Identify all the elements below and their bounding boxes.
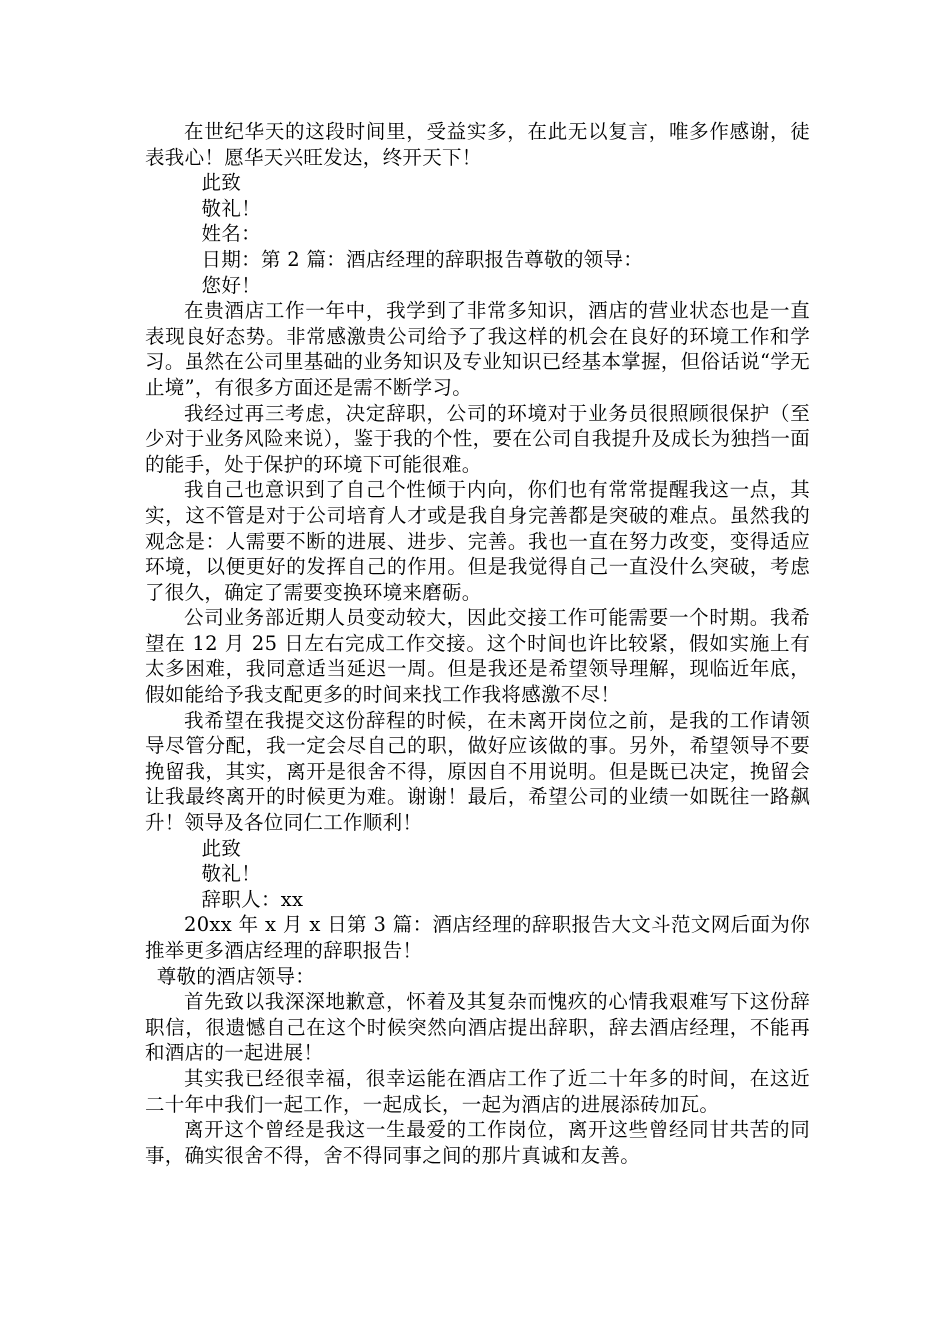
paragraph-intro: 在世纪华天的这段时间里，受益实多，在此无以复言，唯多作感谢，徒表我心！愿华天兴旺发达，终开天下！ [145, 120, 810, 169]
name-line: 姓名： [201, 222, 261, 246]
paragraph-body: 其实我已经很幸福，很幸运能在酒店工作了近二十年多的时间，在这近二十年中我们一起工作，一起成长，一起为酒店的进展添砖加瓦。 [145, 1066, 810, 1116]
date-and-section-2-heading: 日期：第 2 篇：酒店经理的辞职报告尊敬的领导： [201, 247, 644, 271]
paragraph-body: 首先致以我深深地歉意，怀着及其复杂而愧疚的心情我艰难写下这份辞职信，很遗憾自己在这个时候突然向酒店提出辞职，辞去酒店经理，不能再和酒店的一起进展！ [145, 990, 810, 1065]
closing-jingli: 敬礼！ [201, 862, 261, 886]
document-body [145, 119, 810, 1168]
closing-cizhi: 此致 [201, 171, 242, 195]
paragraph-body: 我自己也意识到了自己个性倾于内向，你们也有常常提醒我这一点，其实，这不管是对于公司培育人才或是我自身完善都是突破的难点。虽然我的观念是：人需要不断的进展、进步、完善。我也一直在努力改变，变得适应环境，以便更好的发挥自己的作用。但是我觉得自己一直没什么突破，考虑了很久，确定了需要变换环境来磨砺。 [145, 478, 810, 604]
greeting: 您好！ [201, 273, 261, 297]
resigner-line: 辞职人：xx [201, 887, 304, 911]
salutation: 尊敬的酒店领导： [156, 964, 316, 988]
closing-cizhi: 此致 [201, 836, 242, 860]
paragraph-body: 我希望在我提交这份辞程的时候，在未离开岗位之前，是我的工作请领导尽管分配，我一定会尽自己的职，做好应该做的事。另外，希望领导不要挽留我，其实，离开是很舍不得，原因自不用说明。但是既已决定，挽留会让我最终离开的时候更为难。谢谢！最后，希望公司的业绩一如既往一路飙升！领导及各位同仁工作顺利！ [145, 708, 810, 835]
paragraph-body: 我经过再三考虑，决定辞职，公司的环境对于业务员很照顾很保护（至少对于业务风险来说），鉴于我的个性，要在公司自我提升及成长为独挡一面的能手，处于保护的环境下可能很难。 [145, 401, 810, 476]
paragraph-body: 离开这个曾经是我这一生最爱的工作岗位，离开这些曾经同甘共苦的同事，确实很舍不得，舍不得同事之间的那片真诚和友善。 [145, 1118, 810, 1167]
date-and-section-3-heading: 20xx 年 x 月 x 日第 3 篇：酒店经理的辞职报告大文斗范文网后面为你推举更多酒店经理的辞职报告！ [145, 913, 810, 962]
paragraph-body: 公司业务部近期人员变动较大，因此交接工作可能需要一个时期。我希望在 12 月 25 日左右完成工作交接。这个时间也许比较紧，假如实施上有太多困难，我同意适当延迟一周。但是我还是希望领导理解，现临近年底，假如能给予我支配更多的时间来找工作我将感激不尽！ [145, 606, 810, 707]
closing-jingli: 敬礼！ [201, 196, 261, 220]
paragraph-body: 在贵酒店工作一年中，我学到了非常多知识，酒店的营业状态也是一直表现良好态势。非常感激贵公司给予了我这样的机会在良好的环境工作和学习。虽然在公司里基础的业务知识及专业知识已经基本掌握，但俗话说“学无止境”，有很多方面还是需不断学习。 [145, 299, 810, 399]
